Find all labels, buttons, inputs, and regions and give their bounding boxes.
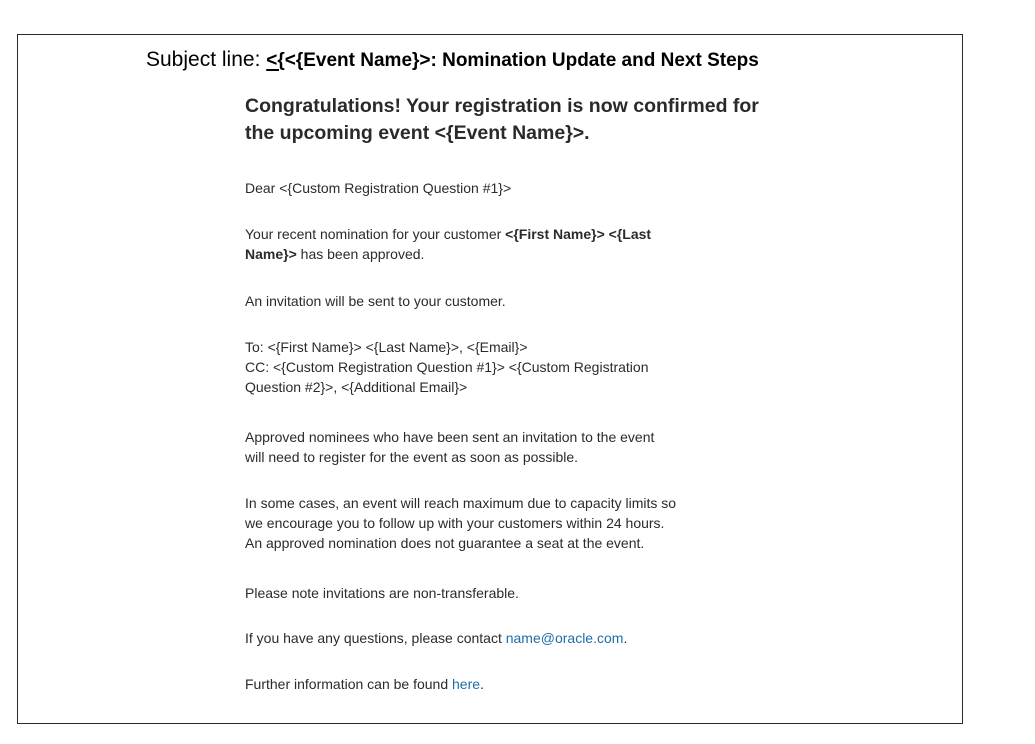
nomination-before: Your recent nomination for your customer [245, 226, 506, 242]
subject-prefix: Subject line: [146, 48, 267, 71]
recipients-to: To: <{First Name}> <{Last Name}>, <{Email}> [245, 339, 528, 355]
further-before: Further information can be found [245, 676, 453, 692]
contact-after: . [623, 630, 628, 646]
invitation-note: An invitation will be sent to your customer. [245, 293, 506, 309]
heading-line-2: the upcoming event <{Event Name}>. [245, 122, 590, 144]
email-heading [245, 93, 765, 147]
capacity-line-3: An approved nomination does not guarantee a seat at the event. [245, 535, 645, 551]
greeting: Dear <{Custom Registration Question #1}> [245, 180, 512, 196]
approved-line-1: Approved nominees who have been sent an invitation to the event [245, 429, 655, 445]
approved-paragraph [245, 427, 755, 467]
recipients-cc-2: Question #2}>, <{Additional Email}> [245, 379, 468, 395]
capacity-paragraph [245, 493, 755, 553]
subject-line [146, 48, 759, 72]
nomination-paragraph [245, 224, 755, 264]
further-info-link[interactable]: here [452, 676, 481, 692]
recipients-cc-1: CC: <{Custom Registration Question #1}> <{Custom Registration [245, 359, 649, 375]
contact-paragraph [245, 628, 755, 648]
further-info-paragraph [245, 674, 755, 694]
contact-before: If you have any questions, please contact [245, 630, 506, 646]
contact-email-link[interactable]: name@oracle.com [505, 630, 624, 646]
capacity-line-2: we encourage you to follow up with your customers within 24 hours. [245, 515, 665, 531]
recipients-paragraph [245, 337, 755, 397]
subject-underlined: <{ [266, 50, 285, 71]
heading-line-1: Congratulations! Your registration is now confirmed for [245, 95, 759, 117]
capacity-line-1: In some cases, an event will reach maximum due to capacity limits so [245, 495, 677, 511]
further-after: . [480, 676, 484, 692]
subject-title: <{Event Name}>: Nomination Update and Next Steps [284, 50, 759, 71]
nomination-customer-name-1: <{First Name}> <{Last [505, 226, 652, 242]
approved-line-2: will need to register for the event as soon as possible. [245, 449, 579, 465]
nomination-customer-name-2: Name}> [245, 246, 297, 262]
transfer-note: Please note invitations are non-transferable. [245, 585, 519, 601]
nomination-after: has been approved. [296, 246, 425, 262]
